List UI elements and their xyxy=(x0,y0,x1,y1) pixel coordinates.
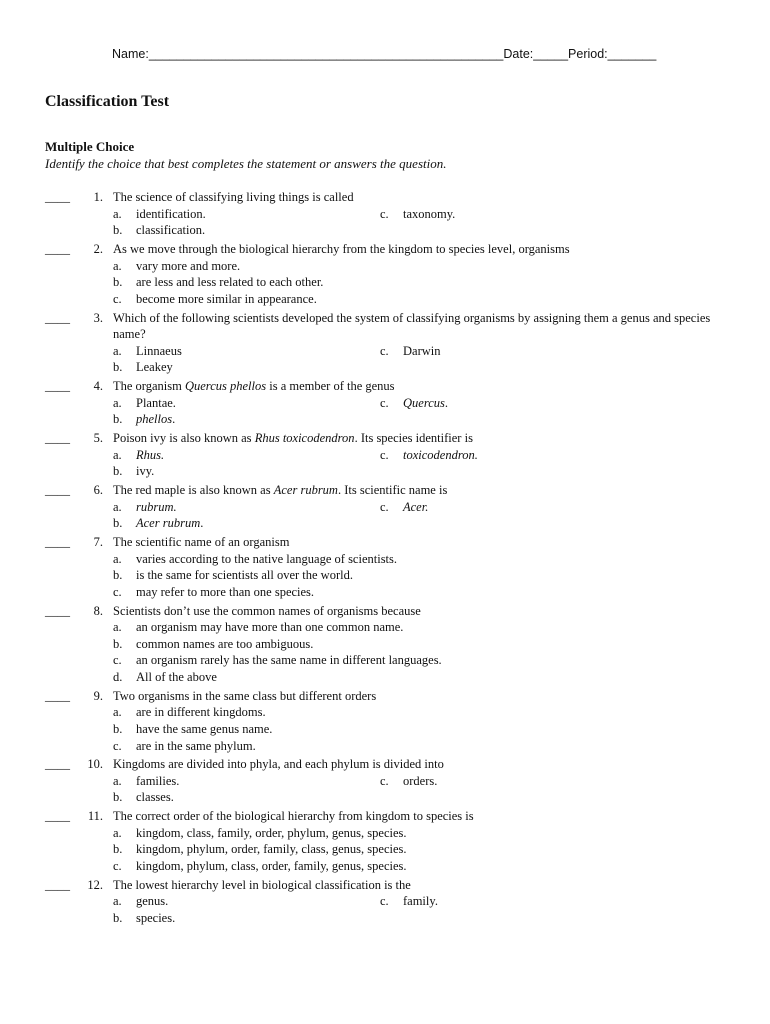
option-text xyxy=(136,773,179,790)
question-stem xyxy=(113,430,725,447)
option-letter: a. xyxy=(113,258,122,273)
text-run: . xyxy=(172,412,176,427)
option-letter: a. xyxy=(113,499,122,514)
text-run: have the same genus name. xyxy=(136,721,273,736)
options-row xyxy=(113,343,725,360)
answer-blank[interactable]: ____ xyxy=(45,809,70,824)
option-letter: b. xyxy=(113,275,123,290)
option-letter: b. xyxy=(113,636,123,651)
text-run: may refer to more than one species. xyxy=(136,584,315,599)
answer-option[interactable] xyxy=(113,447,380,464)
answer-blank[interactable]: ____ xyxy=(45,483,70,498)
answer-option[interactable] xyxy=(113,499,380,516)
question-stem xyxy=(113,310,725,343)
answer-option[interactable] xyxy=(113,291,725,308)
answer-option[interactable] xyxy=(113,652,725,669)
question-item xyxy=(45,756,725,806)
answer-option[interactable] xyxy=(113,910,725,927)
text-run: genus. xyxy=(136,894,169,909)
italic-text: toxicodendron. xyxy=(403,447,478,462)
option-text xyxy=(136,669,217,686)
text-run: is the same for scientists all over the world. xyxy=(136,568,353,583)
option-letter: a. xyxy=(113,395,122,410)
text-run: are less and less related to each other. xyxy=(136,275,324,290)
name-label: Name: xyxy=(112,47,149,61)
answer-option[interactable] xyxy=(380,343,647,360)
options-block xyxy=(113,704,725,754)
text-run: . xyxy=(200,516,204,531)
name-blank[interactable]: ___________________________________________________ xyxy=(148,47,504,61)
options-row xyxy=(113,206,725,223)
text-run: Kingdoms are divided into phyla, and each phylum is divided into xyxy=(113,757,444,772)
option-text xyxy=(136,652,442,669)
question-number: 11. xyxy=(87,809,103,824)
italic-text: phellos xyxy=(136,412,173,427)
options-block xyxy=(113,619,725,685)
option-text xyxy=(136,551,397,568)
text-run: identification. xyxy=(136,206,206,221)
option-letter: c. xyxy=(380,343,389,358)
text-run: Scientists don’t use the common names of organisms because xyxy=(113,603,421,618)
answer-option[interactable] xyxy=(113,411,725,428)
text-run: . xyxy=(444,395,449,410)
question-item xyxy=(45,482,725,532)
options-block xyxy=(113,258,725,308)
text-run: are in different kingdoms. xyxy=(136,705,266,720)
option-letter: a. xyxy=(113,620,122,635)
options-row xyxy=(113,395,725,412)
question-number: 9. xyxy=(93,688,103,703)
option-letter: c. xyxy=(113,291,122,306)
question-stem xyxy=(113,378,725,395)
option-text xyxy=(403,395,448,412)
option-text xyxy=(136,291,317,308)
options-row xyxy=(113,773,725,790)
italic-text: Rhus. xyxy=(136,447,165,462)
text-run: an organism rarely has the same name in different languages. xyxy=(136,653,442,668)
answer-option[interactable] xyxy=(113,567,725,584)
italic-text: Acer rubrum xyxy=(273,483,338,498)
text-run: families. xyxy=(136,773,180,788)
text-run: Which of the following scientists developed the system of classifying organisms by assigning them a genus and species name? xyxy=(113,310,711,342)
question-item xyxy=(45,310,725,376)
text-run: ivy. xyxy=(136,464,155,479)
option-text xyxy=(403,893,438,910)
option-text xyxy=(403,773,437,790)
answer-option[interactable] xyxy=(380,893,647,910)
option-letter: d. xyxy=(113,669,123,684)
answer-option[interactable] xyxy=(113,704,725,721)
text-run: become more similar in appearance. xyxy=(136,291,317,306)
question-item xyxy=(45,603,725,686)
period-label: Period: xyxy=(568,47,608,61)
answer-blank[interactable]: ____ xyxy=(45,688,70,703)
options-block xyxy=(113,343,725,376)
student-info-header xyxy=(112,47,672,61)
option-text xyxy=(136,274,323,291)
text-run: kingdom, phylum, order, family, class, genus, species. xyxy=(136,842,407,857)
answer-option[interactable] xyxy=(380,395,647,412)
text-run: . Its species identifier is xyxy=(354,431,473,446)
option-letter: b. xyxy=(113,464,123,479)
question-stem xyxy=(113,756,725,773)
answer-option[interactable] xyxy=(113,584,725,601)
option-letter: c. xyxy=(380,206,389,221)
question-number: 3. xyxy=(93,310,103,325)
option-letter: c. xyxy=(380,447,389,462)
answer-option[interactable] xyxy=(113,359,725,376)
question-stem xyxy=(113,482,725,499)
option-text xyxy=(136,789,174,806)
option-letter: c. xyxy=(380,395,389,410)
question-number: 12. xyxy=(87,877,103,892)
option-letter: a. xyxy=(113,206,122,221)
text-run: The science of classifying living things is called xyxy=(113,190,354,204)
option-letter: c. xyxy=(380,499,389,514)
text-run: As we move through the biological hierarchy from the kingdom to species level, organisms xyxy=(113,241,570,256)
options-row xyxy=(113,447,725,464)
answer-blank[interactable]: ____ xyxy=(45,190,70,204)
option-letter: b. xyxy=(113,223,123,238)
option-text xyxy=(136,704,266,721)
option-text xyxy=(403,499,428,516)
option-text xyxy=(136,841,407,858)
option-text xyxy=(136,825,407,842)
question-stem xyxy=(113,534,725,551)
option-letter: b. xyxy=(113,911,123,925)
option-text xyxy=(136,858,407,875)
italic-text: Rhus toxicodendron xyxy=(254,431,355,446)
option-text xyxy=(136,206,206,223)
text-run: family. xyxy=(403,894,438,909)
answer-blank[interactable]: ____ xyxy=(45,431,70,446)
option-letter: b. xyxy=(113,360,123,375)
answer-option[interactable] xyxy=(113,343,380,360)
option-letter: b. xyxy=(113,516,123,531)
options-block xyxy=(113,499,725,532)
answer-blank[interactable]: ____ xyxy=(45,603,70,618)
answer-option[interactable] xyxy=(113,789,725,806)
option-letter: c. xyxy=(380,894,389,909)
test-title: Classification Test xyxy=(45,93,170,110)
text-run: kingdom, class, family, order, phylum, genus, species. xyxy=(136,825,407,840)
question-item xyxy=(45,378,725,428)
text-run: The lowest hierarchy level in biological classification is the xyxy=(113,877,411,892)
option-letter: a. xyxy=(113,825,122,840)
text-run: species. xyxy=(136,911,176,925)
answer-option[interactable] xyxy=(113,738,725,755)
italic-text: Quercus xyxy=(403,395,445,410)
section-instructions: Identify the choice that best completes the statement or answers the question. xyxy=(45,156,447,171)
italic-text: Acer. xyxy=(403,499,429,514)
option-text xyxy=(136,499,177,516)
text-run: vary more and more. xyxy=(136,258,241,273)
question-stem xyxy=(113,808,725,825)
answer-option[interactable] xyxy=(113,222,725,239)
text-run: Plantae. xyxy=(136,395,176,410)
option-text xyxy=(136,910,175,927)
option-text xyxy=(136,567,353,584)
option-letter: a. xyxy=(113,894,122,909)
text-run: The correct order of the biological hierarchy from kingdom to species is xyxy=(113,809,474,824)
option-text xyxy=(136,359,173,376)
option-text xyxy=(136,258,240,275)
text-run: Darwin xyxy=(403,343,441,358)
question-item xyxy=(45,241,725,307)
answer-option[interactable] xyxy=(113,669,725,686)
answer-option[interactable] xyxy=(113,258,725,275)
option-letter: a. xyxy=(113,343,122,358)
text-run: The scientific name of an organism xyxy=(113,535,290,549)
option-text xyxy=(136,636,313,653)
answer-option[interactable] xyxy=(113,395,380,412)
option-text xyxy=(136,893,168,910)
text-run: is a member of the genus xyxy=(266,379,395,394)
text-run: common names are too ambiguous. xyxy=(136,636,314,651)
answer-option[interactable] xyxy=(113,636,725,653)
option-text xyxy=(136,619,403,636)
option-text xyxy=(136,515,203,532)
option-letter: c. xyxy=(113,738,122,753)
question-item xyxy=(45,808,725,874)
option-letter: a. xyxy=(113,773,122,788)
option-text xyxy=(136,411,175,428)
answer-option[interactable] xyxy=(113,721,725,738)
text-run: are in the same phylum. xyxy=(136,738,256,753)
text-run: an organism may have more than one common name. xyxy=(136,620,404,635)
section-title: Multiple Choice xyxy=(45,139,135,154)
answer-option[interactable] xyxy=(380,499,647,516)
text-run: orders. xyxy=(403,773,438,788)
answer-blank[interactable]: ____ xyxy=(45,241,70,256)
options-block xyxy=(113,551,725,601)
text-run: . Its scientific name is xyxy=(337,483,448,498)
question-number: 1. xyxy=(93,190,103,204)
option-letter: c. xyxy=(380,773,389,788)
answer-option[interactable] xyxy=(113,619,725,636)
question-stem xyxy=(113,603,725,620)
question-item xyxy=(45,430,725,480)
text-run: The organism xyxy=(113,379,185,394)
option-letter: c. xyxy=(113,584,122,599)
date-label: Date: xyxy=(503,47,534,61)
period-blank[interactable]: _______ xyxy=(607,47,657,61)
answer-blank[interactable]: ____ xyxy=(45,379,70,394)
answer-option[interactable] xyxy=(113,274,725,291)
options-block xyxy=(113,825,725,875)
answer-option[interactable] xyxy=(380,447,647,464)
question-number: 10. xyxy=(87,757,103,772)
answer-option[interactable] xyxy=(380,773,647,790)
answer-blank[interactable]: ____ xyxy=(45,757,70,772)
option-letter: a. xyxy=(113,447,122,462)
option-text xyxy=(136,738,256,755)
options-row xyxy=(113,893,725,910)
options-block xyxy=(113,395,725,428)
question-stem xyxy=(113,877,725,894)
text-run: Leakey xyxy=(136,360,173,375)
answer-option[interactable] xyxy=(113,515,725,532)
options-block xyxy=(113,447,725,480)
option-text xyxy=(136,395,176,412)
option-text xyxy=(403,447,478,464)
options-block xyxy=(113,206,725,239)
question-stem xyxy=(113,189,725,206)
question-stem xyxy=(113,241,725,258)
text-run: classes. xyxy=(136,790,174,805)
date-blank[interactable]: _____ xyxy=(533,47,569,61)
option-letter: c. xyxy=(113,653,122,668)
question-item xyxy=(45,688,725,754)
option-letter: a. xyxy=(113,705,122,720)
question-number: 8. xyxy=(93,603,103,618)
question-number: 7. xyxy=(93,535,103,549)
italic-text: rubrum. xyxy=(136,499,177,514)
text-run: Two organisms in the same class but different orders xyxy=(113,688,377,703)
option-text xyxy=(403,343,441,360)
answer-blank[interactable]: ____ xyxy=(45,877,70,892)
option-text xyxy=(136,721,272,738)
text-run: kingdom, phylum, class, order, family, genus, species. xyxy=(136,859,407,874)
option-text xyxy=(403,206,455,223)
italic-text: Acer rubrum xyxy=(136,516,201,531)
answer-option[interactable] xyxy=(113,858,725,875)
italic-text: Quercus phellos xyxy=(184,379,267,394)
option-letter: b. xyxy=(113,790,123,805)
text-run: taxonomy. xyxy=(403,206,456,221)
question-stem xyxy=(113,688,725,705)
option-letter: c. xyxy=(113,859,122,874)
option-letter: a. xyxy=(113,551,122,566)
text-run: classification. xyxy=(136,223,206,238)
question-number: 5. xyxy=(93,431,103,446)
question-item xyxy=(45,189,725,239)
options-block xyxy=(113,893,725,926)
option-letter: b. xyxy=(113,412,123,427)
option-text xyxy=(136,463,154,480)
text-run: varies according to the native language of scientists. xyxy=(136,551,398,566)
question-item xyxy=(45,534,725,600)
answer-option[interactable] xyxy=(113,893,380,910)
answer-option[interactable] xyxy=(113,825,725,842)
answer-blank[interactable]: ____ xyxy=(45,535,70,549)
question-list xyxy=(45,189,725,929)
text-run: Poison ivy is also known as xyxy=(113,431,255,446)
answer-blank[interactable]: ____ xyxy=(45,310,70,325)
option-letter: b. xyxy=(113,842,123,857)
text-run: All of the above xyxy=(136,669,217,684)
question-number: 6. xyxy=(93,483,103,498)
option-text xyxy=(136,584,314,601)
option-letter: b. xyxy=(113,568,123,583)
answer-option[interactable] xyxy=(113,841,725,858)
answer-option[interactable] xyxy=(113,463,725,480)
answer-option[interactable] xyxy=(380,206,647,223)
option-letter: b. xyxy=(113,721,123,736)
question-item xyxy=(45,877,725,927)
option-text xyxy=(136,343,182,360)
answer-option[interactable] xyxy=(113,206,380,223)
options-block xyxy=(113,773,725,806)
question-number: 4. xyxy=(93,379,103,394)
options-row xyxy=(113,499,725,516)
answer-option[interactable] xyxy=(113,551,725,568)
option-text xyxy=(136,222,205,239)
text-run: Linnaeus xyxy=(136,343,182,358)
answer-option[interactable] xyxy=(113,773,380,790)
question-number: 2. xyxy=(93,241,103,256)
text-run: The red maple is also known as xyxy=(113,483,274,498)
option-text xyxy=(136,447,164,464)
